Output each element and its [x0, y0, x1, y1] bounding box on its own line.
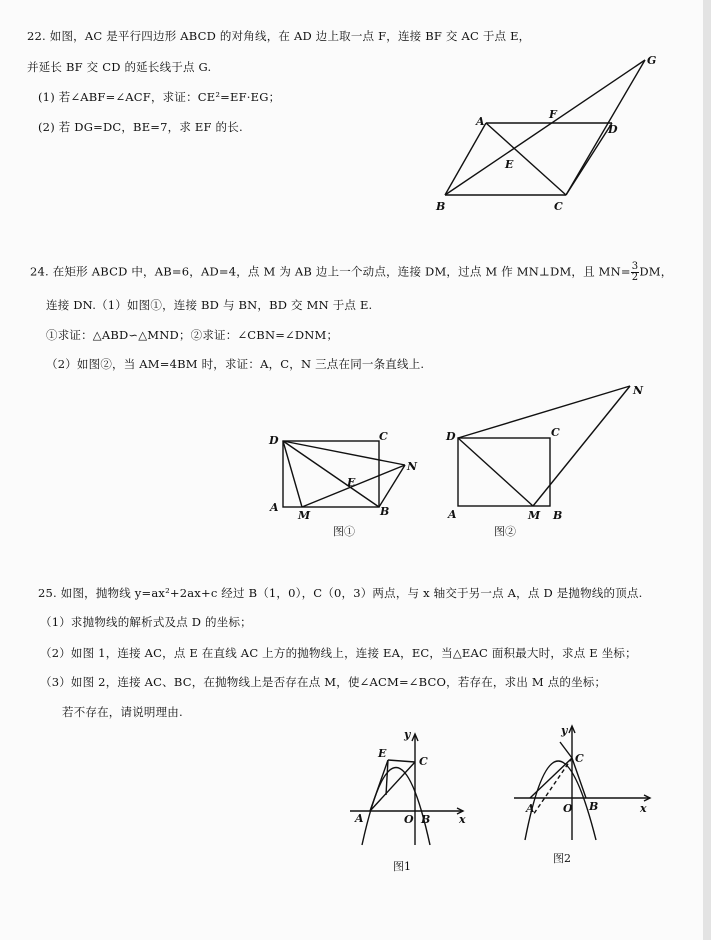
q24-stem-line2: 连接 DN.（1）如图①，连接 BD 与 BN，BD 交 MN 于点 E. — [46, 298, 373, 312]
label-A: A — [526, 802, 535, 815]
q25-part1: （1）求抛物线的解析式及点 D 的坐标； — [40, 615, 252, 629]
label-O: O — [404, 813, 414, 826]
label-B: B — [553, 509, 563, 522]
parabola-curve — [525, 761, 599, 840]
label-y: y — [404, 728, 411, 741]
q25-part3: （3）如图 2，连接 AC、BC，在抛物线上是否存在点 M，使∠ACM=∠BCO，若存在，求出 M 点的坐标； — [40, 675, 607, 689]
label-E: E — [347, 476, 356, 489]
q24-stem-text-end: DM， — [639, 264, 673, 279]
label-O: O — [563, 802, 573, 815]
label-C: C — [551, 426, 560, 439]
q22-part2: (2) 若 DG=DC，BE=7，求 EF 的长. — [38, 120, 243, 134]
label-F: F — [549, 108, 557, 121]
q25-figure2-caption: 图2 — [553, 852, 571, 865]
label-E: E — [505, 158, 514, 171]
segment-CM-upper — [560, 742, 572, 758]
q25-figure1-caption: 图1 — [393, 860, 411, 873]
page-edge-shadow — [703, 0, 711, 940]
q24-figure1-caption: 图① — [333, 525, 355, 538]
label-y: y — [561, 724, 568, 737]
label-M: M — [528, 509, 541, 522]
label-A: A — [355, 812, 364, 825]
label-D: D — [269, 434, 279, 447]
q24-stem-line3: ①求证：△ABD∽△MND；②求证：∠CBN=∠DNM； — [46, 328, 339, 342]
label-C: C — [419, 755, 428, 768]
label-x: x — [459, 813, 466, 826]
label-M: M — [298, 509, 311, 522]
label-B: B — [421, 813, 431, 826]
label-B: B — [589, 800, 599, 813]
label-A: A — [270, 501, 279, 514]
q22-part1: (1) 若∠ABF=∠ACF，求证：CE²=EF·EG； — [38, 90, 281, 104]
label-D: D — [608, 123, 618, 136]
q24-stem-text: 24. 在矩形 ABCD 中，AB=6，AD=4，点 M 为 AB 边上一个动点，连接 DM，过点 M 作 MN⊥DM，且 MN= — [30, 264, 631, 279]
label-D: D — [446, 430, 456, 443]
label-G: G — [647, 54, 657, 67]
label-A: A — [448, 508, 457, 521]
label-x: x — [640, 802, 647, 815]
q22-stem-line1: 22. 如图，AC 是平行四边形 ABCD 的对角线，在 AD 边上取一点 F，连接 BF 交 AC 于点 E， — [27, 29, 531, 43]
fraction-numerator: 3 — [631, 261, 639, 272]
q24-figure2-caption: 图② — [494, 525, 516, 538]
label-A: A — [476, 115, 485, 128]
label-N: N — [633, 384, 644, 397]
q22-stem-line2: 并延长 BF 交 CD 的延长线于点 G. — [27, 60, 212, 74]
q25-part2: （2）如图 1，连接 AC，点 E 在直线 AC 上方的抛物线上，连接 EA，EC，当△EAC 面积最大时，求点 E 坐标； — [40, 646, 637, 660]
label-N: N — [407, 460, 418, 473]
label-B: B — [380, 505, 390, 518]
label-E: E — [378, 747, 387, 760]
q25-stem-line1: 25. 如图，抛物线 y=ax²+2ax+c 经过 B（1，0），C（0，3）两点，与 x 轴交于另一点 A，点 D 是抛物线的顶点. — [38, 586, 643, 600]
label-C: C — [575, 752, 584, 765]
label-C: C — [554, 200, 563, 213]
label-C: C — [379, 430, 388, 443]
q24-part2: （2）如图②，当 AM=4BM 时，求证：A，C，N 三点在同一条直线上. — [46, 357, 425, 371]
q25-part3-continued: 若不存在，请说明理由. — [62, 705, 183, 719]
fraction-denominator: 2 — [631, 272, 639, 283]
label-B: B — [436, 200, 446, 213]
